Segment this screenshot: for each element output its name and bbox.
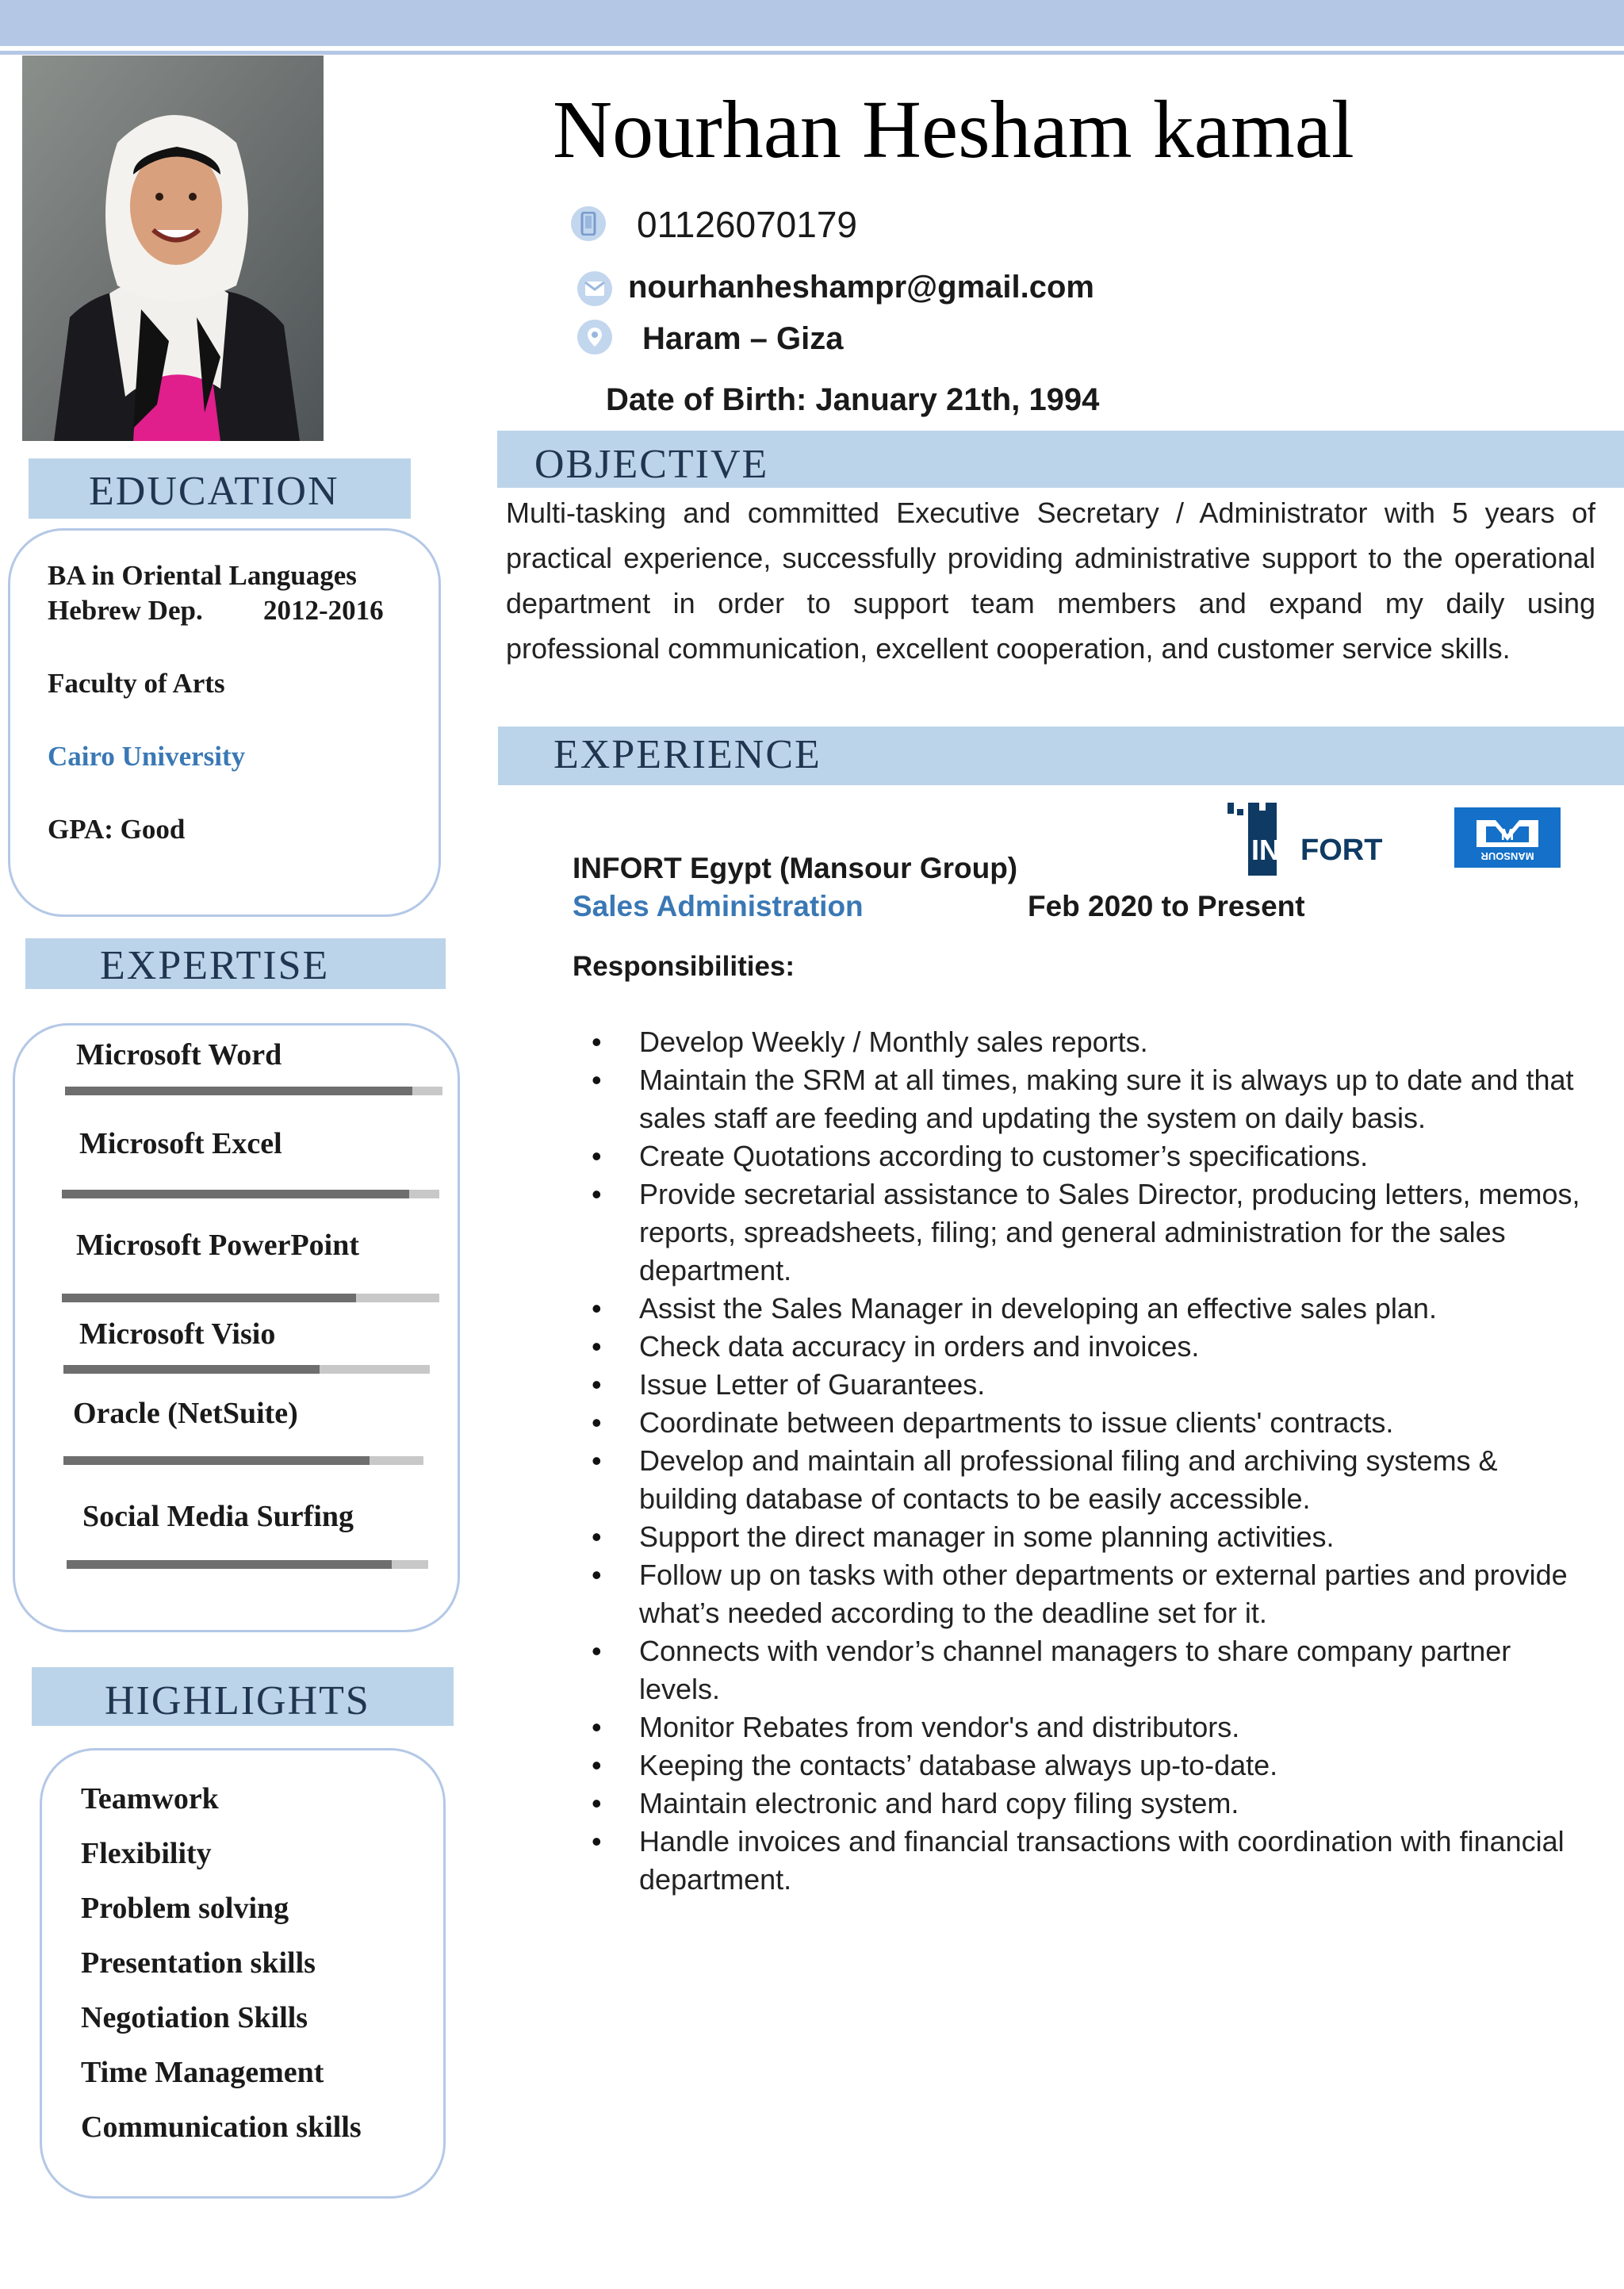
highlight-item: Presentation skills [81,1946,316,1980]
skill-label: Microsoft Excel [79,1127,282,1160]
expertise-title: EXPERTISE [100,943,330,988]
infort-logo-text: FORT [1300,834,1383,867]
top-banner [0,0,1624,46]
skill-label: Microsoft Word [76,1038,282,1072]
list-item: • Develop Weekly / Monthly sales reports. [593,1023,1592,1061]
candidate-name: Nourhan Hesham kamal [553,84,1354,175]
list-item: • Develop and maintain all professional filing and archiving systems & building database of contacts to be easily accessible. [593,1442,1592,1518]
list-item: • Coordinate between departments to issue clients' contracts. [593,1404,1592,1442]
study-years: 2012-2016 [263,595,384,626]
skill-bar [63,1456,423,1465]
skill-label: Oracle (NetSuite) [73,1397,298,1430]
skill-bar-fill [62,1190,409,1198]
phone-icon [571,206,606,241]
email-address[interactable]: nourhanheshampr@gmail.com [628,270,1094,305]
list-item: • Connects with vendor’s channel managers to share company partner levels. [593,1632,1592,1708]
highlight-item: Flexibility [81,1837,212,1870]
job-role: Sales Administration [573,890,864,922]
svg-text:M: M [1500,826,1515,844]
list-item: • Monitor Rebates from vendor's and distributors. [593,1708,1592,1746]
responsibilities-list [593,1023,1592,1899]
skill-bar [65,1087,442,1095]
list-item: • Create Quotations according to customer’s specifications. [593,1137,1592,1175]
profile-photo [22,56,324,441]
department: Hebrew Dep. [48,595,203,626]
list-item: • Keeping the contacts’ database always up-to-date. [593,1746,1592,1785]
skill-bar-fill [63,1456,370,1465]
list-item: • Provide secretarial assistance to Sales Director, producing letters, memos, reports, spreadsheets, filing; and general administration for the sales department. [593,1175,1592,1290]
gpa: GPA: Good [48,814,186,845]
skill-bar-fill [67,1560,392,1569]
objective-text: Multi-tasking and committed Executive Secretary / Administrator with 5 years of practical experience, successfully providing administrative support to the operational department in order to support team members and expand my daily using professional communication, excellent cooperation, and customer service skills. [506,497,1595,665]
list-item: • Handle invoices and financial transactions with coordination with financial department. [593,1823,1592,1899]
education-title: EDUCATION [89,469,339,514]
phone-number[interactable]: 01126070179 [637,204,857,245]
svg-text:MANSOUR: MANSOUR [1480,850,1534,862]
skill-label: Microsoft Visio [79,1317,276,1351]
highlight-item: Negotiation Skills [81,2001,308,2034]
list-item: • Issue Letter of Guarantees. [593,1366,1592,1404]
skill-bar-fill [62,1294,356,1302]
university: Cairo University [48,741,246,772]
skill-bar [62,1190,439,1198]
svg-text:IN: IN [1251,834,1280,866]
date-of-birth: Date of Birth: January 21th, 1994 [606,382,1100,417]
skill-bar [63,1365,430,1374]
list-item: • Check data accuracy in orders and invoices. [593,1328,1592,1366]
skill-bar-fill [65,1087,412,1095]
highlight-item: Problem solving [81,1892,289,1925]
skill-bar [62,1294,439,1302]
company-name: INFORT Egypt (Mansour Group) [573,852,1018,884]
responsibilities-title: Responsibilities: [573,951,795,982]
highlight-item: Teamwork [81,1782,219,1815]
faculty: Faculty of Arts [48,668,225,699]
list-item: • Maintain the SRM at all times, making sure it is always up to date and that sales staff are feeding and updating the system on daily basis. [593,1061,1592,1137]
infort-logo [1224,799,1383,876]
list-item: • Follow up on tasks with other departments or external parties and provide what’s needed according to the deadline set for it. [593,1556,1592,1632]
degree: BA in Oriental Languages [48,560,357,591]
list-item: • Assist the Sales Manager in developing an effective sales plan. [593,1290,1592,1328]
skill-bar-fill [63,1365,320,1374]
highlight-item: Time Management [81,2056,324,2089]
top-divider [0,51,1624,55]
email-icon [577,271,612,306]
experience-title: EXPERIENCE [553,732,822,777]
skill-label: Social Media Surfing [82,1500,354,1533]
list-item: • Support the direct manager in some planning activities. [593,1518,1592,1556]
highlights-title: HIGHLIGHTS [105,1678,370,1723]
location: Haram – Giza [642,321,844,356]
location-icon [577,320,612,355]
skill-bar [67,1560,428,1569]
mansour-logo [1454,807,1561,868]
highlight-item: Communication skills [81,2111,362,2144]
list-item: • Maintain electronic and hard copy filing system. [593,1785,1592,1823]
skill-label: Microsoft PowerPoint [76,1229,360,1262]
objective-title: OBJECTIVE [534,442,769,487]
job-period: Feb 2020 to Present [1028,890,1305,922]
